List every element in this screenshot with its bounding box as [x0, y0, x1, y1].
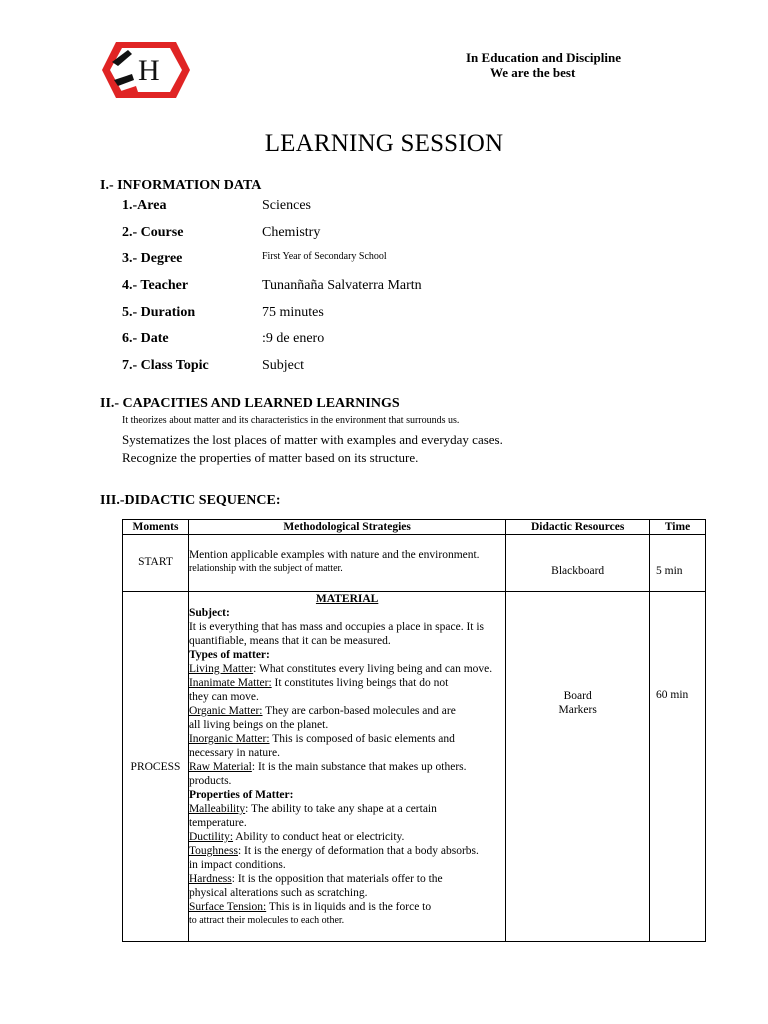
- table-row-start: [123, 535, 706, 592]
- subject-line-1: It is everything that has mass and occupies a place in space. It is: [188, 621, 485, 633]
- raw-desc-2: products.: [188, 775, 232, 787]
- resource-start: Blackboard: [506, 535, 650, 592]
- info-label-topic: 7.- Class Topic: [122, 358, 209, 373]
- surface-term: Surface Tension:: [188, 901, 267, 913]
- section-3-heading: III.-DIDACTIC SEQUENCE:: [100, 493, 281, 508]
- resource-board: Board: [563, 690, 592, 702]
- organic-term: Organic Matter:: [188, 705, 263, 717]
- info-label-duration: 5.- Duration: [122, 305, 196, 320]
- hardness-desc-2: physical alterations such as scratching.: [188, 887, 368, 899]
- resource-process: [506, 592, 650, 942]
- living-desc: : What constitutes every living being and can move.: [253, 663, 493, 675]
- table-header-row: [123, 520, 706, 535]
- strategy-process: [188, 592, 505, 942]
- resource-markers: Markers: [558, 704, 597, 716]
- col-header-moments: Moments: [123, 520, 189, 535]
- didactic-sequence-table: [122, 519, 706, 942]
- info-label-degree: 3.- Degree: [122, 251, 183, 266]
- inanimate-desc-1: It constitutes living beings that do not: [271, 677, 449, 689]
- capacity-small-line: It theorizes about matter and its characteristics in the environment that surrounds us.: [122, 415, 460, 426]
- logo-letter: H: [138, 54, 160, 87]
- hardness: [189, 872, 505, 886]
- living-term: Living Matter: [188, 663, 254, 675]
- toughness-desc-2: in impact conditions.: [188, 859, 286, 871]
- surface-desc-2: to attract their molecules to each other.: [188, 915, 345, 926]
- info-label-area: 1.-Area: [122, 198, 167, 213]
- organic-desc-2: all living beings on the planet.: [188, 719, 329, 731]
- info-value-duration: 75 minutes: [262, 305, 324, 320]
- ductility-term: Ductility:: [188, 831, 234, 843]
- hardness-term: Hardness: [188, 873, 232, 885]
- properties-heading: Properties of Matter:: [188, 789, 294, 801]
- info-value-course: Chemistry: [262, 225, 321, 240]
- malleability: [189, 802, 505, 816]
- info-value-date: :9 de enero: [262, 331, 325, 346]
- raw-desc-1: : It is the main substance that makes up others.: [251, 761, 467, 773]
- section-2-heading: II.- CAPACITIES AND LEARNED LEARNINGS: [100, 396, 400, 411]
- info-label-course: 2.- Course: [122, 225, 184, 240]
- moment-process: PROCESS: [123, 592, 189, 942]
- malleability-term: Malleability: [188, 803, 246, 815]
- material-title: MATERIAL: [315, 593, 379, 605]
- info-value-topic: Subject: [262, 358, 304, 373]
- surface-desc-1: This is in liquids and is the force to: [266, 901, 432, 913]
- info-value-area: Sciences: [262, 198, 311, 213]
- toughness-term: Toughness: [188, 845, 238, 857]
- types-heading: Types of matter:: [188, 649, 270, 661]
- malleability-desc-1: : The ability to take any shape at a certain: [245, 803, 437, 815]
- malleability-desc-2: temperature.: [188, 817, 247, 829]
- raw-term: Raw Material: [188, 761, 252, 773]
- school-logo: [98, 40, 194, 100]
- time-process: 60 min: [650, 592, 706, 942]
- surface-tension: [189, 900, 505, 914]
- subject-line-2: quantifiable, means that it can be measured.: [188, 635, 391, 647]
- subject-heading: Subject:: [188, 607, 230, 619]
- info-value-teacher: Tunanñaña Salvaterra Martn: [262, 278, 422, 293]
- inanimate-desc-2: they can move.: [188, 691, 259, 703]
- inanimate-term: Inanimate Matter:: [188, 677, 272, 689]
- raw-material: [189, 760, 505, 774]
- inorganic-desc-2: necessary in nature.: [188, 747, 280, 759]
- info-label-teacher: 4.- Teacher: [122, 278, 189, 293]
- strategy-start-line-1: Mention applicable examples with nature and the environment.: [188, 549, 480, 561]
- organic-desc-1: They are carbon-based molecules and are: [262, 705, 456, 717]
- section-1-heading: I.- INFORMATION DATA: [100, 178, 262, 193]
- hardness-desc-1: : It is the opposition that materials offer to the: [231, 873, 443, 885]
- motto-line-2: We are the best: [490, 65, 576, 80]
- living-matter: [189, 662, 505, 676]
- inorganic-term: Inorganic Matter:: [188, 733, 270, 745]
- col-header-time: Time: [650, 520, 706, 535]
- info-value-degree: First Year of Secondary School: [262, 251, 387, 262]
- capacity-line-2: Recognize the properties of matter based on its structure.: [122, 450, 419, 465]
- inanimate-matter: [189, 676, 505, 690]
- motto-line-1: In Education and Discipline: [466, 50, 621, 65]
- col-header-strategies: Methodological Strategies: [188, 520, 505, 535]
- moment-start: START: [123, 535, 189, 592]
- organic-matter: [189, 704, 505, 718]
- ductility: [189, 830, 505, 844]
- capacity-line-1: Systematizes the lost places of matter with examples and everyday cases.: [122, 432, 503, 447]
- inorganic-desc-1: This is composed of basic elements and: [269, 733, 455, 745]
- toughness: [189, 844, 505, 858]
- ductility-desc: Ability to conduct heat or electricity.: [233, 831, 405, 843]
- strategy-start: [188, 535, 505, 592]
- page-title: LEARNING SESSION: [264, 130, 504, 157]
- col-header-resources: Didactic Resources: [506, 520, 650, 535]
- table-row-process: [123, 592, 706, 942]
- time-start: 5 min: [650, 535, 706, 592]
- info-label-date: 6.- Date: [122, 331, 169, 346]
- inorganic-matter: [189, 732, 505, 746]
- motto: [466, 50, 621, 80]
- strategy-start-line-2: relationship with the subject of matter.: [188, 563, 343, 574]
- toughness-desc-1: : It is the energy of deformation that a body absorbs.: [237, 845, 479, 857]
